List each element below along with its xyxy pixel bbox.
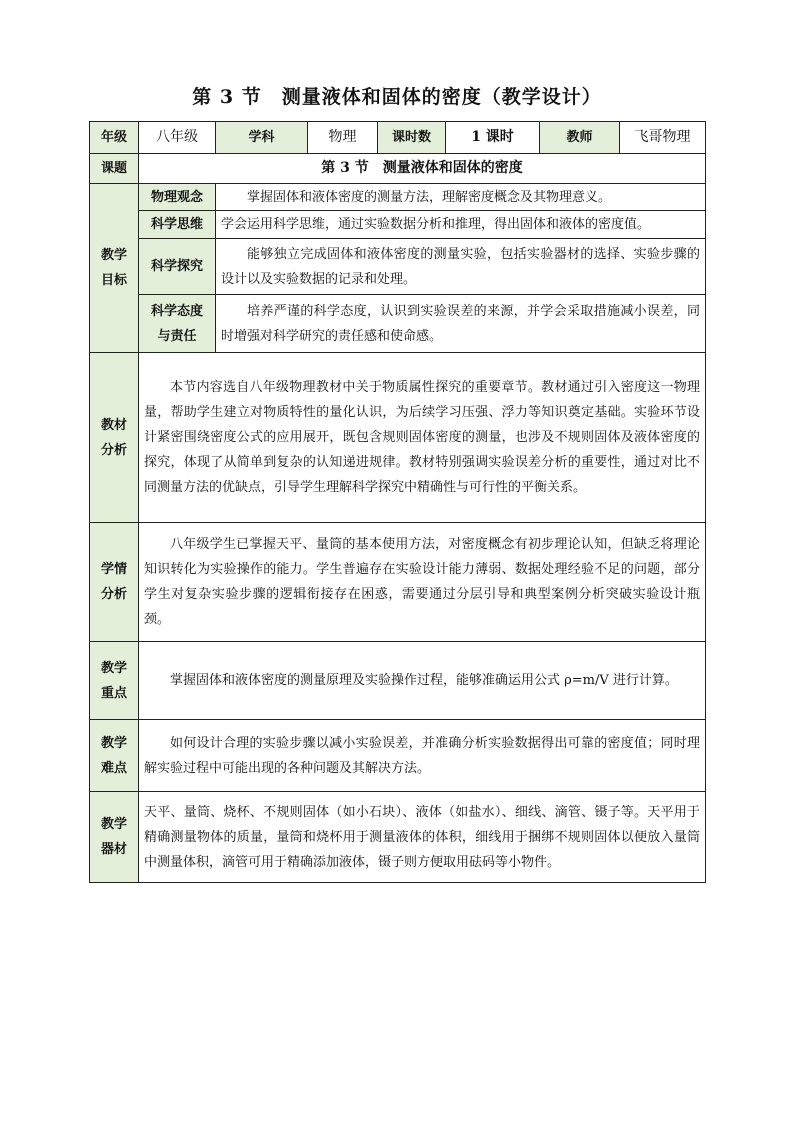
students-text: 八年级学生已掌握天平、量筒的基本使用方法，对密度概念有初步理论认知，但缺乏将理论知识转化为实验操作的能力。学生普遍存在实验设计能力薄弱、数据处理经验不足的问题，部分学生对复杂实验步骤的逻辑衔接存在困惑，需要通过分层引导和典型案例分析突破实验设计瓶颈。 xyxy=(139,523,706,642)
key-points-label-line2: 重点 xyxy=(100,685,127,701)
objective-name-line1: 科学态度 xyxy=(150,303,203,319)
grade-value: 八年级 xyxy=(139,122,216,154)
topic-value: 第 3 节 测量液体和固体的密度 xyxy=(139,154,706,184)
objective-text: 学会运用科学思维，通过实验数据分析和推理，得出固体和液体的密度值。 xyxy=(216,211,706,239)
objective-row xyxy=(90,211,706,239)
topic-label: 课题 xyxy=(90,154,139,184)
key-points-row xyxy=(90,642,706,720)
objectives-label-line2: 目标 xyxy=(100,273,127,288)
objective-name: 科学探究 xyxy=(139,239,216,295)
subject-value: 物理 xyxy=(308,122,378,154)
key-points-label-line1: 教学 xyxy=(100,660,127,676)
objective-row xyxy=(90,295,706,353)
textbook-row xyxy=(90,353,706,523)
students-label-line2: 分析 xyxy=(100,587,127,602)
difficulties-text: 如何设计合理的实验步骤以减小实验误差，并准确分析实验数据得出可靠的密度值；同时理解实验过程中可能出现的各种问题及其解决方法。 xyxy=(139,720,706,792)
objective-row xyxy=(90,184,706,211)
hours-label: 课时数 xyxy=(378,122,446,154)
materials-text: 天平、量筒、烧杯、不规则固体（如小石块）、液体（如盐水）、细线、滴管、镊子等。天平用于精确测量物体的质量，量筒和烧杯用于测量液体的体积，细线用于捆绑不规则固体以便放入量筒中测量体积，滴管可用于精确添加液体，镊子则方便取用砝码等小物件。 xyxy=(139,792,706,883)
page-title: 第 3 节 测量液体和固体的密度（教学设计） xyxy=(192,86,602,108)
key-points-text: 掌握固体和液体密度的测量原理及实验操作过程，能够准确运用公式 ρ=m/V 进行计算。 xyxy=(139,642,706,720)
objective-name: 科学思维 xyxy=(139,211,216,239)
materials-label xyxy=(90,792,139,883)
subject-label: 学科 xyxy=(216,122,308,154)
students-label xyxy=(90,523,139,642)
textbook-label xyxy=(90,353,139,523)
header-row xyxy=(90,122,706,154)
objective-name: 物理观念 xyxy=(139,184,216,211)
hours-value: 1 课时 xyxy=(446,122,540,154)
teacher-value: 飞哥物理 xyxy=(620,122,706,154)
objective-row xyxy=(90,239,706,295)
textbook-text: 本节内容选自八年级物理教材中关于物质属性探究的重要章节。教材通过引入密度这一物理量，帮助学生建立对物质特性的量化认识，为后续学习压强、浮力等知识奠定基础。实验环节设计紧密围绕密度公式的应用展开，既包含规则固体密度的测量，也涉及不规则固体及液体密度的探究，体现了从简单到复杂的认知递进规律。教材特别强调实验误差分析的重要性，通过对比不同测量方法的优缺点，引导学生理解科学探究中精确性与可行性的平衡关系。 xyxy=(139,353,706,523)
difficulties-label-line1: 教学 xyxy=(100,735,127,751)
students-label-line1: 学情 xyxy=(100,562,127,577)
grade-label: 年级 xyxy=(90,122,139,154)
topic-row xyxy=(90,154,706,184)
textbook-label-line2: 分析 xyxy=(100,442,127,458)
objectives-label-line1: 教学 xyxy=(100,248,127,263)
objective-text: 掌握固体和液体密度的测量方法，理解密度概念及其物理意义。 xyxy=(216,184,706,211)
textbook-label-line1: 教材 xyxy=(100,417,127,433)
difficulties-label-line2: 难点 xyxy=(100,760,127,776)
objective-name xyxy=(139,295,216,353)
students-row xyxy=(90,523,706,642)
materials-label-line2: 器材 xyxy=(100,842,127,857)
materials-row xyxy=(90,792,706,883)
materials-label-line1: 教学 xyxy=(100,817,127,832)
objectives-label xyxy=(90,184,139,353)
objective-text: 培养严谨的科学态度，认识到实验误差的来源，并学会采取措施减小误差，同时增强对科学研究的责任感和使命感。 xyxy=(216,295,706,353)
teacher-label: 教师 xyxy=(540,122,620,154)
difficulties-row xyxy=(90,720,706,792)
key-points-label xyxy=(90,642,139,720)
objective-name-line2: 与责任 xyxy=(157,328,197,344)
lesson-plan-table xyxy=(89,121,706,883)
objective-text: 能够独立完成固体和液体密度的测量实验，包括实验器材的选择、实验步骤的设计以及实验数据的记录和处理。 xyxy=(216,239,706,295)
difficulties-label xyxy=(90,720,139,792)
